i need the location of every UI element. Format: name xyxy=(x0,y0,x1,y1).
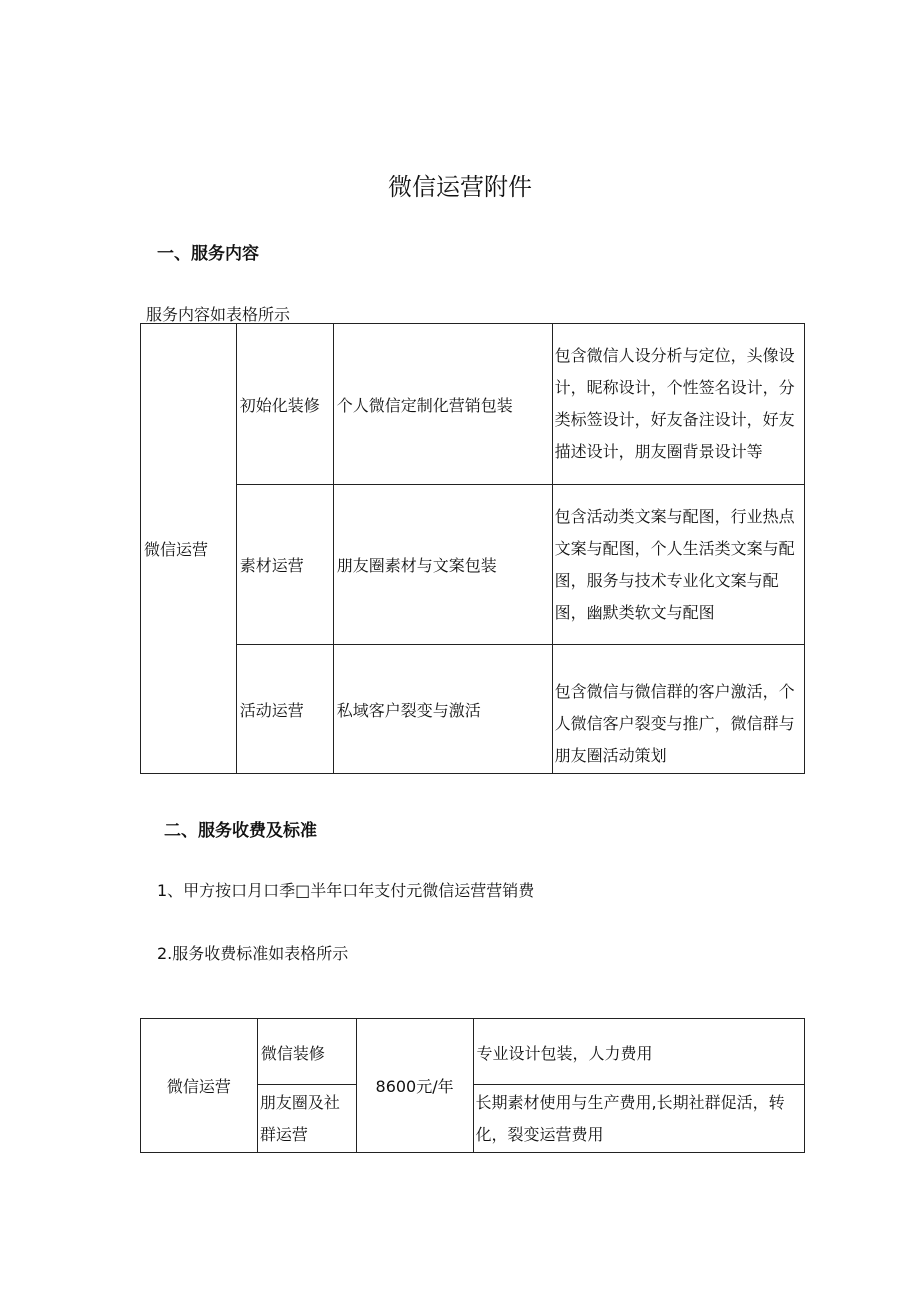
section2-heading: 二、服务收费及标准 xyxy=(164,821,317,841)
table-row xyxy=(141,645,805,774)
content-cell: 个人微信定制化营销包装 xyxy=(333,324,552,485)
fee-standard-line: 2.服务收费标准如表格所示 xyxy=(157,944,349,963)
table-row xyxy=(141,1019,805,1085)
payment-line: 1、甲方按口月口季□半年口年支付元微信运营营销费 xyxy=(157,881,535,900)
item-cell: 微信装修 xyxy=(257,1019,356,1085)
description-cell: 长期素材使用与生产费用,长期社群促活，转化，裂变运营费用 xyxy=(473,1085,804,1153)
service-content-table xyxy=(140,323,805,774)
description-cell: 包含微信与微信群的客户激活，个人微信客户裂变与推广，微信群与朋友圈活动策划 xyxy=(552,645,804,774)
category-cell: 微信运营 xyxy=(141,324,237,774)
table-row xyxy=(141,324,805,485)
item-cell: 朋友圈及社群运营 xyxy=(257,1085,356,1153)
description-cell: 包含微信人设分析与定位，头像设计，昵称设计，个性签名设计，分类标签设计，好友备注设计，好友描述设计，朋友圈背景设计等 xyxy=(552,324,804,485)
category-cell: 微信运营 xyxy=(141,1019,258,1153)
content-cell: 朋友圈素材与文案包装 xyxy=(333,485,552,645)
item-cell: 素材运营 xyxy=(236,485,333,645)
section1-intro: 服务内容如表格所示 xyxy=(146,305,291,324)
fee-table xyxy=(140,1018,805,1153)
item-cell: 初始化装修 xyxy=(236,324,333,485)
description-cell: 专业设计包装，人力费用 xyxy=(473,1019,804,1085)
price-cell: 8600元/年 xyxy=(356,1019,473,1153)
item-cell: 活动运营 xyxy=(236,645,333,774)
section1-heading: 一、服务内容 xyxy=(157,244,259,264)
description-cell: 包含活动类文案与配图，行业热点文案与配图，个人生活类文案与配图，服务与技术专业化文案与配图，幽默类软文与配图 xyxy=(552,485,804,645)
table-row xyxy=(141,485,805,645)
page-title: 微信运营附件 xyxy=(388,173,532,201)
content-cell: 私域客户裂变与激活 xyxy=(333,645,552,774)
